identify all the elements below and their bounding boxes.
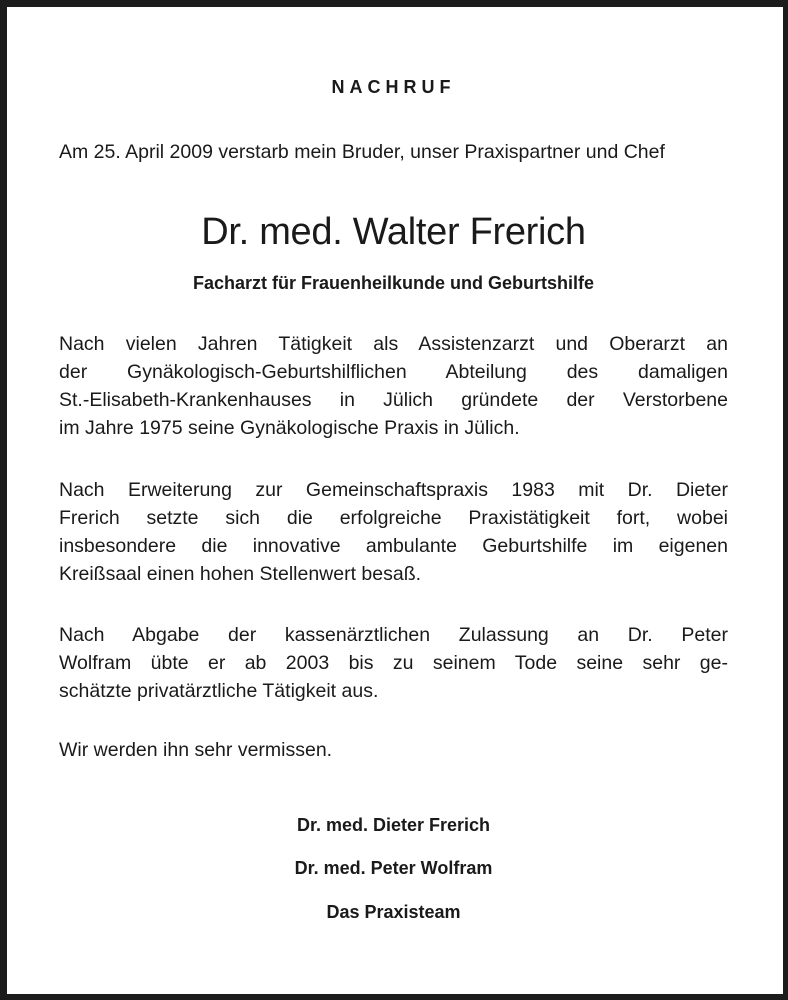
intro-text: Am 25. April 2009 verstarb mein Bruder, unser Praxispartner und Chef (59, 141, 665, 163)
paragraph-later-practice (59, 621, 728, 705)
deceased-profession: Facharzt für Frauenheilkunde und Geburtshilfe (192, 273, 595, 293)
deceased-name: Dr. med. Walter Frerich (201, 211, 586, 253)
notice-heading: NACHRUF (331, 77, 456, 97)
paragraph-partnership (59, 476, 728, 588)
text-line: Wir werden ihn sehr vermissen. (59, 739, 333, 761)
text-line: Wolfram übte er ab 2003 bis zu seinem Tode seine sehr ge- (59, 652, 728, 674)
paragraph-farewell (59, 736, 728, 764)
signature-dieter-frerich: Dr. med. Dieter Frerich (296, 815, 491, 835)
text-line: im Jahre 1975 seine Gynäkologische Praxis in Jülich. (59, 417, 520, 439)
text-line: Kreißsaal einen hohen Stellenwert besaß. (59, 563, 422, 585)
paragraph-career (59, 330, 728, 442)
text-line: insbesondere die innovative ambulante Geburtshilfe im eigenen (59, 535, 728, 557)
text-line: Frerich setzte sich die erfolgreiche Praxistätigkeit fort, wobei (59, 507, 728, 529)
text-line: Nach Erweiterung zur Gemeinschaftspraxis 1983 mit Dr. Dieter (59, 479, 728, 501)
signature-practice-team: Das Praxisteam (326, 902, 461, 922)
signature-peter-wolfram: Dr. med. Peter Wolfram (294, 858, 493, 878)
text-line: der Gynäkologisch-Geburtshilflichen Abteilung des damaligen (59, 361, 728, 383)
text-line: schätzte privatärztliche Tätigkeit aus. (59, 680, 379, 702)
text-line: Nach Abgabe der kassenärztlichen Zulassung an Dr. Peter (59, 624, 728, 646)
text-line: St.-Elisabeth-Krankenhauses in Jülich gründete der Verstorbene (59, 389, 728, 411)
text-line: Nach vielen Jahren Tätigkeit als Assistenzarzt und Oberarzt an (59, 333, 728, 355)
